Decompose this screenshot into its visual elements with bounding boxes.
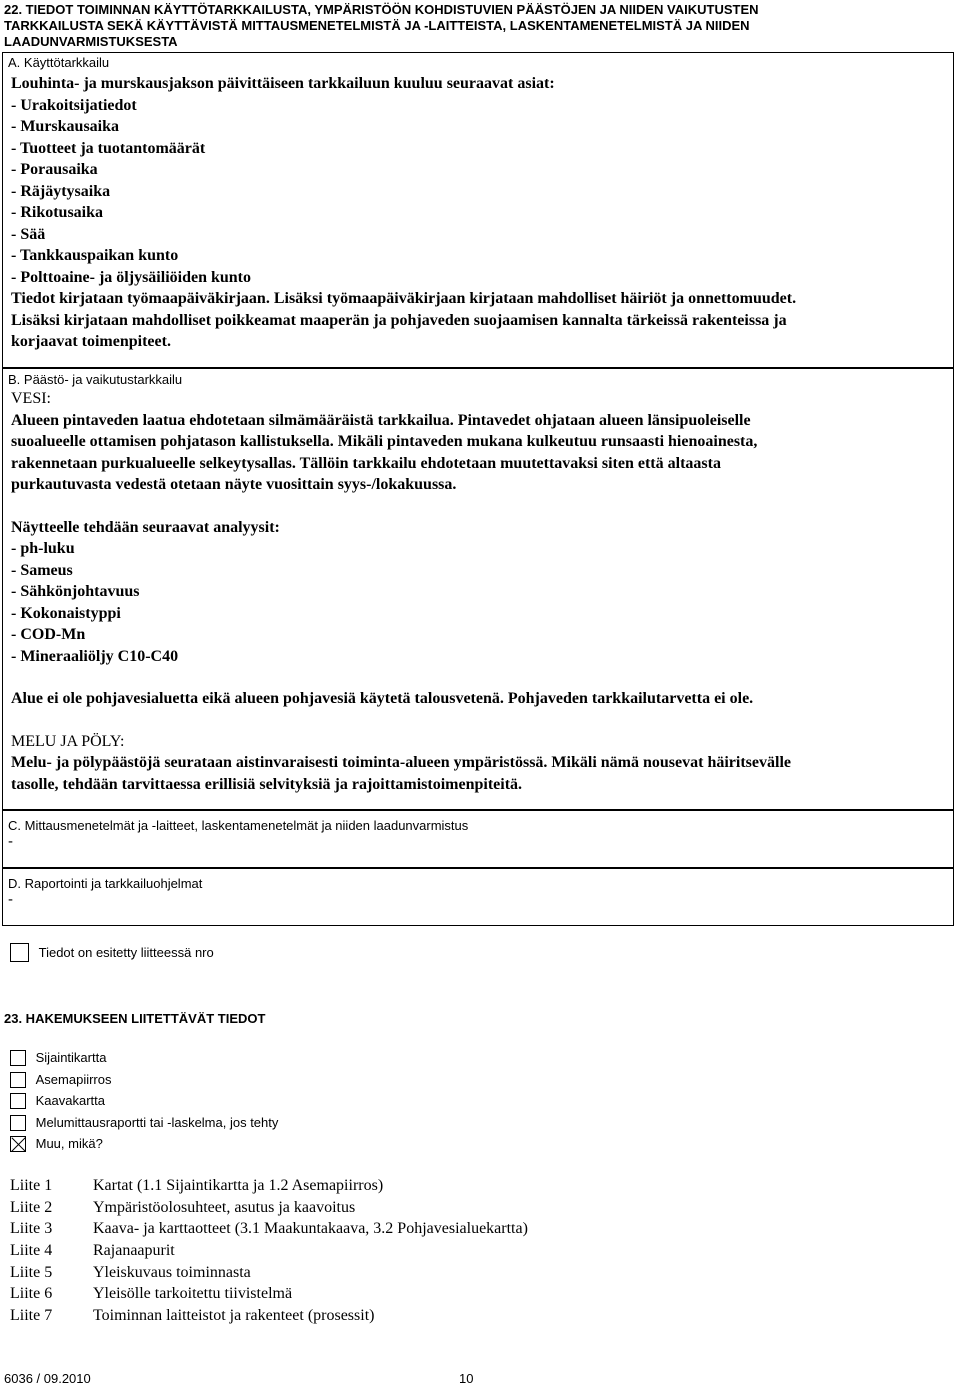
analysis-item: - Kokonaistyppi: [11, 604, 121, 622]
attachment-name: Liite 7: [10, 1307, 53, 1325]
checkbox-row-melumittausraportti: [10, 1112, 278, 1132]
box-a-line: - Tankkauspaikan kunto: [11, 247, 179, 264]
box-a-line: - Urakoitsijatiedot: [11, 96, 137, 114]
box-d-value: -: [8, 891, 13, 908]
attachment-row: [10, 1197, 528, 1219]
checkbox-label: Sijaintikartta: [35, 1049, 107, 1065]
analysis-item: - Mineraaliöljy C10-C40: [11, 647, 179, 665]
section-23-heading: 23. HAKEMUKSEEN LIITETTÄVÄT TIEDOT: [4, 1011, 266, 1026]
form-code: 6036 / 09.2010: [4, 1371, 91, 1386]
attachment-name: Liite 2: [10, 1198, 53, 1216]
section-22-heading: [4, 2, 954, 50]
box-a-content: [3, 73, 953, 353]
sijaintikartta-checkbox[interactable]: [10, 1050, 26, 1066]
vesi-heading: VESI:: [11, 390, 51, 407]
box-a-line: - Rikotusaika: [11, 204, 104, 221]
checkbox-label: Asemapiirros: [35, 1071, 112, 1087]
section-22-heading-line: 22. TIEDOT TOIMINNAN KÄYTTÖTARKKAILUSTA, YMPÄRISTÖÖN KOHDISTUVIEN PÄÄSTÖJEN JA NIIDEN VAIKUTUSTEN: [4, 2, 759, 17]
melumittausraportti-checkbox[interactable]: [10, 1115, 26, 1131]
box-d-reporting: [2, 868, 954, 926]
vesi-line: purkautuvasta vedestä otetaan näyte vuosittain syys-/lokakuussa.: [11, 476, 457, 493]
analysis-item: - COD-Mn: [11, 626, 86, 643]
attached-in-appendix-label: Tiedot on esitetty liitteessä nro: [38, 944, 214, 960]
checkbox-row-kaavakartta: [10, 1090, 105, 1110]
attached-in-appendix-row: [10, 942, 214, 962]
melu-heading: MELU JA PÖLY:: [11, 732, 125, 750]
box-b-emission-monitoring: [2, 368, 954, 810]
attachment-row: [10, 1305, 528, 1327]
attachment-name: Liite 5: [10, 1263, 53, 1281]
attachment-list: [10, 1175, 528, 1327]
attachment-desc: Toiminnan laitteistot ja rakenteet (prosessit): [93, 1307, 375, 1325]
melu-line: tasolle, tehdään tarvittaessa erillisiä selvityksiä ja rajoittamistoimenpiteitä.: [11, 775, 523, 793]
box-b-content: [3, 388, 953, 795]
box-a-operational-monitoring: [2, 52, 954, 368]
attachment-desc: Kartat (1.1 Sijaintikartta ja 1.2 Asemapiirros): [93, 1177, 384, 1194]
box-a-line: Lisäksi kirjataan mahdolliset poikkeamat maaperän ja pohjaveden suojaamisen kannalta tärkeissä rakenteissa ja: [11, 311, 787, 329]
analyses-intro: Näytteelle tehdään seuraavat analyysit:: [11, 518, 280, 536]
box-c-label: C. Mittausmenetelmät ja -laitteet, laskentamenetelmät ja niiden laadunvarmistus: [8, 818, 469, 833]
checkbox-row-sijaintikartta: [10, 1047, 106, 1067]
analysis-item: - ph-luku: [11, 540, 75, 557]
checkbox-label: Kaavakartta: [35, 1092, 105, 1108]
section-22-heading-line: TARKKAILUSTA SEKÄ KÄYTTÄVISTÄ MITTAUSMENETELMISTÄ JA -LAITTEISTA, LASKENTAMENETELMISTÄ JA NIIDEN: [4, 18, 750, 33]
melu-line: Melu- ja pölypäästöjä seurataan aistinvaraisesti toiminta-alueen ympäristössä. Mikäli nämä nousevat häiritsevälle: [11, 754, 791, 771]
attachment-row: [10, 1240, 528, 1262]
attachment-desc: Rajanaapurit: [93, 1242, 175, 1260]
attachment-name: Liite 4: [10, 1242, 53, 1260]
vesi-line: Alueen pintaveden laatua ehdotetaan silmämääräistä tarkkailua. Pintavedet ohjataan alueen länsipuoleiselle: [11, 411, 751, 429]
box-a-line: Louhinta- ja murskausjakson päivittäiseen tarkkailuun kuuluu seuraavat asiat:: [11, 75, 555, 92]
attachment-name: Liite 6: [10, 1285, 53, 1303]
section-22-heading-line: LAADUNVARMISTUKSESTA: [4, 34, 178, 49]
box-a-line: - Tuotteet ja tuotantomäärät: [11, 139, 206, 157]
box-a-line: - Sää: [11, 225, 46, 243]
groundwater-text: Alue ei ole pohjavesialuetta eikä alueen pohjavesiä käytetä talousvetenä. Pohjaveden tarkkailutarvetta ei ole.: [11, 690, 754, 707]
attachment-row: [10, 1283, 528, 1305]
vesi-line: suoalueelle ottamisen pohjatason kallistuksella. Mikäli pintaveden mukana kulkeutuu runsaasti hienoainesta,: [11, 433, 758, 450]
attachment-desc: Yleiskuvaus toiminnasta: [93, 1263, 251, 1281]
attachment-name: Liite 3: [10, 1220, 53, 1238]
attached-in-appendix-checkbox[interactable]: [10, 943, 29, 962]
analysis-item: - Sähkönjohtavuus: [11, 583, 140, 600]
checkbox-label: Melumittausraportti tai -laskelma, jos tehty: [35, 1114, 279, 1130]
analysis-item: - Sameus: [11, 561, 73, 579]
attachment-row: [10, 1218, 528, 1240]
box-a-line: korjaavat toimenpiteet.: [11, 333, 171, 350]
attachment-row: [10, 1262, 528, 1284]
box-d-label: D. Raportointi ja tarkkailuohjelmat: [8, 876, 203, 891]
page-number: 10: [459, 1371, 474, 1386]
checkbox-row-asemapiirros: [10, 1069, 111, 1089]
attachment-desc: Yleisölle tarkoitettu tiivistelmä: [93, 1285, 293, 1303]
attachment-name: Liite 1: [10, 1177, 53, 1194]
kaavakartta-checkbox[interactable]: [10, 1093, 26, 1109]
attachment-row: [10, 1175, 528, 1197]
box-b-label: B. Päästö- ja vaikutustarkkailu: [8, 372, 183, 387]
attachment-desc: Ympäristöolosuhteet, asutus ja kaavoitus: [93, 1198, 356, 1216]
box-c-value: -: [8, 833, 13, 850]
checkbox-row-muu: [10, 1133, 103, 1153]
muu-checkbox-checked[interactable]: [10, 1136, 26, 1152]
asemapiirros-checkbox[interactable]: [10, 1072, 26, 1088]
checkbox-label: Muu, mikä?: [35, 1135, 103, 1151]
box-c-measurement-methods: [2, 810, 954, 868]
box-a-line: - Porausaika: [11, 161, 98, 178]
box-a-line: Tiedot kirjataan työmaapäiväkirjaan. Lisäksi työmaapäiväkirjaan kirjataan mahdolliset häiriöt ja onnettomuudet.: [11, 290, 797, 307]
vesi-line: rakennetaan purkualueelle selkeytysallas. Tällöin tarkkailu ehdotetaan muutettavaksi siten että altaasta: [11, 454, 721, 472]
attachment-desc: Kaava- ja karttaotteet (3.1 Maakuntakaava, 3.2 Pohjavesialuekartta): [93, 1220, 528, 1238]
box-a-label: A. Käyttötarkkailu: [8, 55, 110, 70]
box-a-line: - Räjäytysaika: [11, 182, 111, 200]
box-a-line: - Murskausaika: [11, 118, 120, 135]
box-a-line: - Polttoaine- ja öljysäiliöiden kunto: [11, 268, 252, 286]
